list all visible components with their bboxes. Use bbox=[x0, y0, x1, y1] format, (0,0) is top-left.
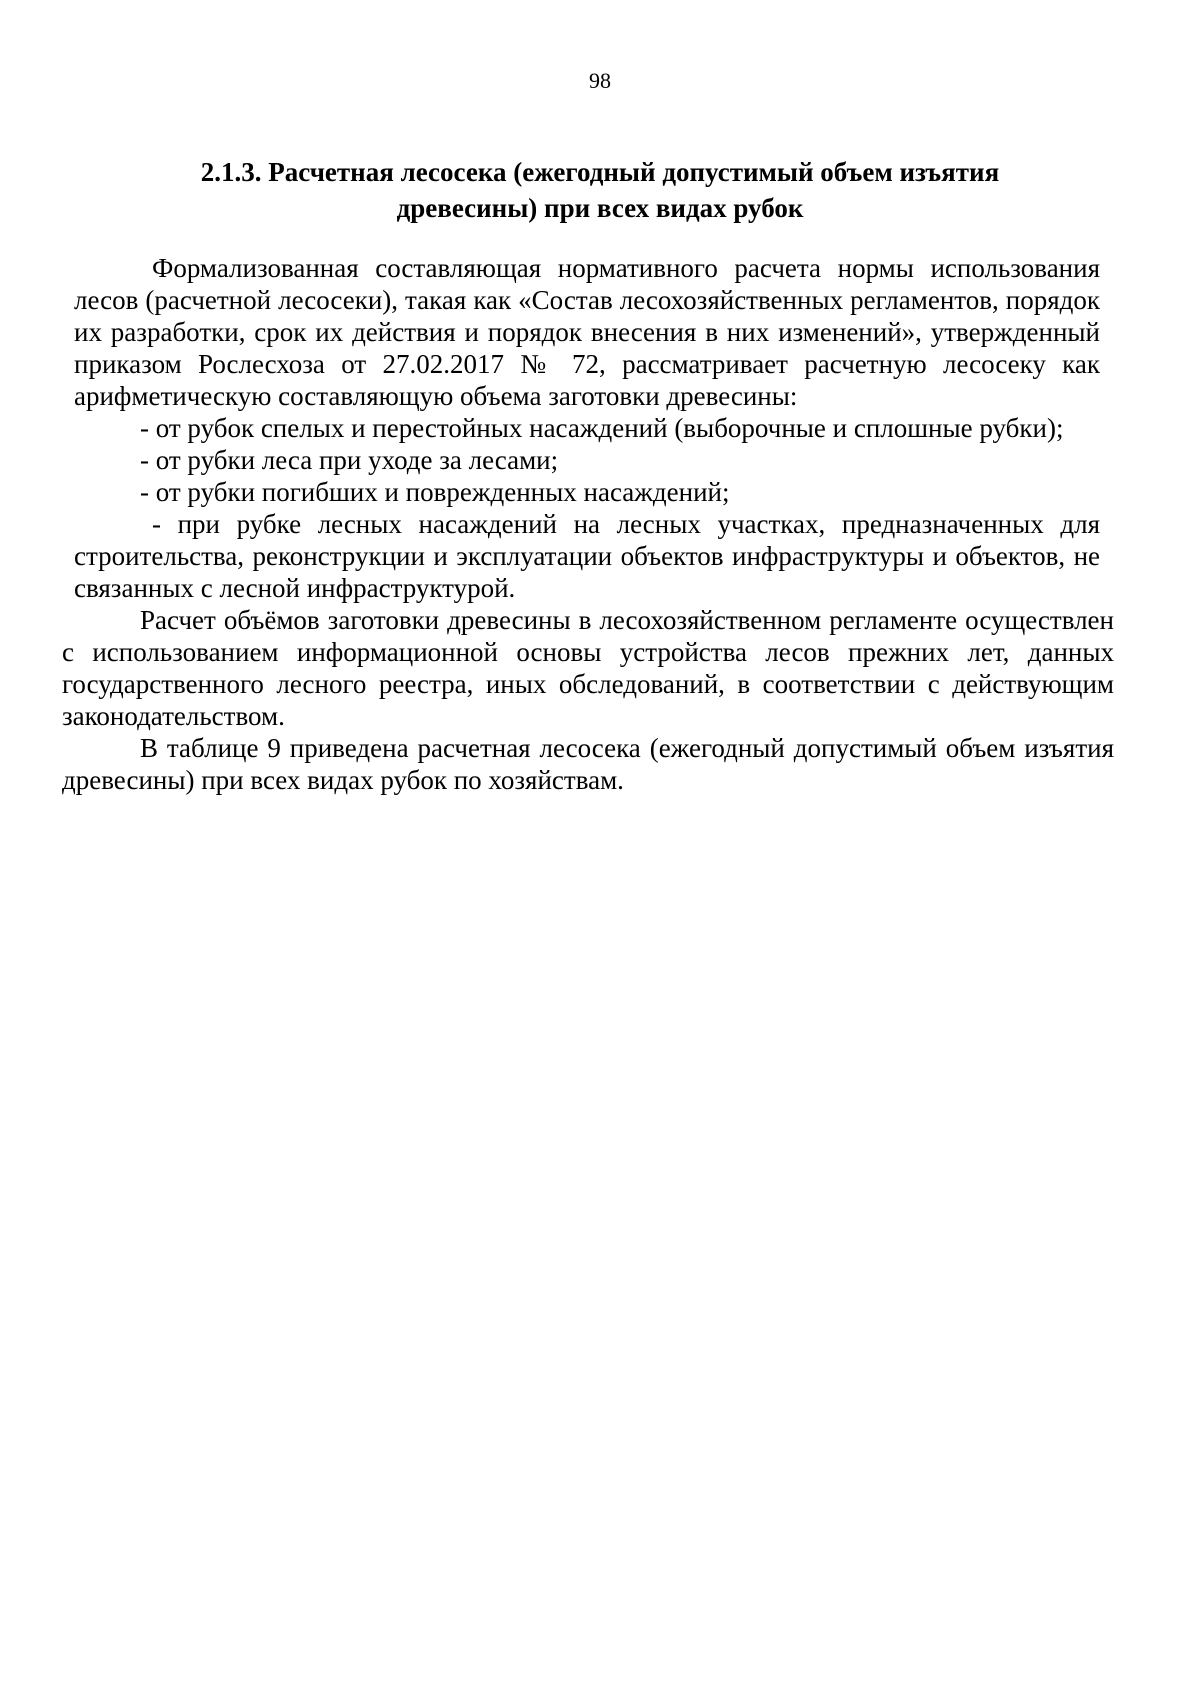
section-heading-line-2: древесины) при всех видах рубок bbox=[396, 193, 804, 223]
page-number: 98 bbox=[589, 68, 611, 93]
section-heading-line-1: 2.1.3. Расчетная лесосека (ежегодный допустимый объем изъятия bbox=[200, 157, 1000, 187]
paragraph-table-reference: В таблице 9 приведена расчетная лесосека (ежегодный допустимый объем изъятия древесины) при всех видах рубок по хозяйствам. bbox=[62, 733, 1114, 795]
list-item-mature-stands: - от рубок спелых и перестойных насаждений (выборочные и сплошные рубки); bbox=[140, 413, 1064, 443]
paragraph-calculation: Расчет объёмов заготовки древесины в лесохозяйственном регламенте осуществлен с использованием информационной основы устройства лесов прежних лет, данных государственного лесного реестра, иных обследований, в соответствии с действующим законодательством. bbox=[62, 605, 1114, 731]
body-text bbox=[62, 252, 1114, 796]
section-heading bbox=[130, 154, 1070, 226]
paragraph-intro: Формализованная составляющая нормативного расчета нормы использования лесов (расчетной лесосеки), такая как «Состав лесохозяйственных регламентов, порядок их разработки, срок их действия и порядок внесения в них изменений», утвержденный приказом Рослесхоза от 27.02.2017 № 72, рассматривает расчетную лесосеку как арифметическую составляющую объема заготовки древесины: bbox=[74, 253, 1100, 411]
list-item-dead-stands: - от рубки погибших и поврежденных насаждений; bbox=[140, 477, 730, 507]
list-item-infrastructure: - при рубке лесных насаждений на лесных участках, предназначенных для строительства, реконструкции и эксплуатации объектов инфраструктуры и объектов, не связанных с лесной инфраструктурой. bbox=[74, 509, 1100, 603]
list-item-thinning: - от рубки леса при уходе за лесами; bbox=[140, 445, 559, 475]
